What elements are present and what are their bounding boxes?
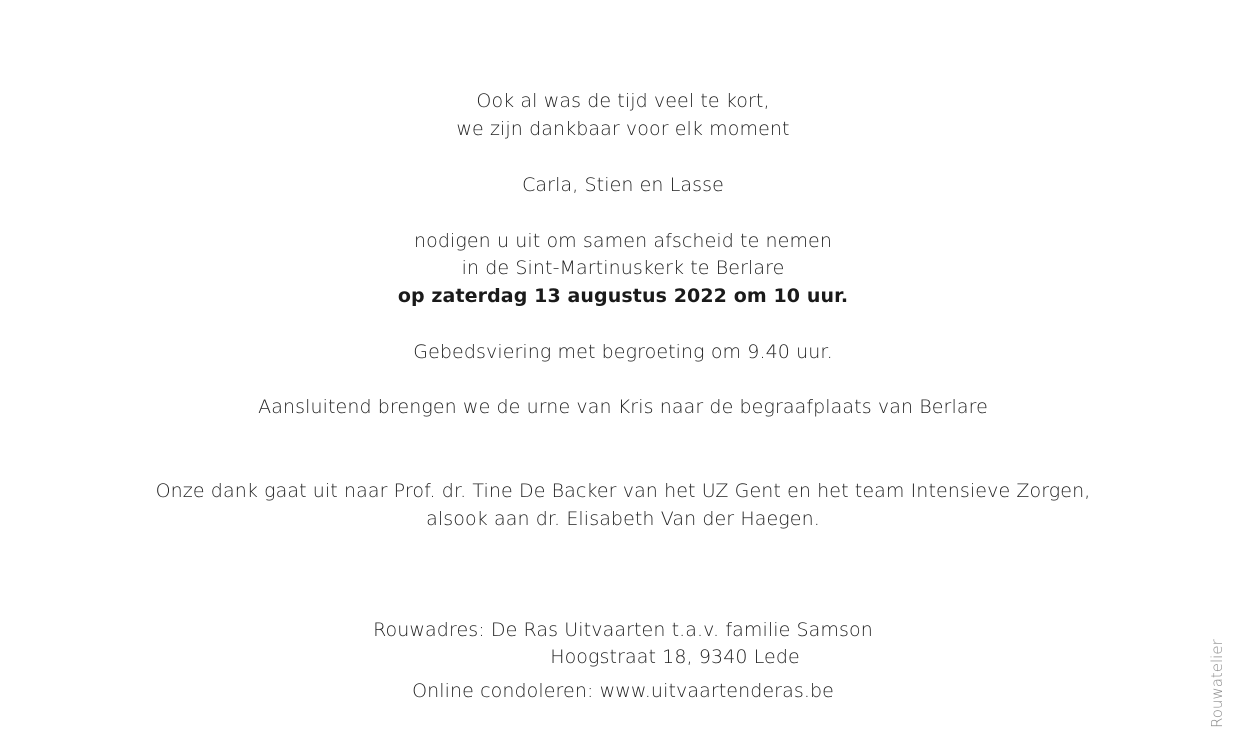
prayer-service: Gebedsviering met begroeting om 9.40 uur. — [413, 341, 833, 363]
invitation-line-1: nodigen u uit om samen afscheid te nemen — [413, 230, 832, 252]
burial-note: Aansluitend brengen we de urne van Kris naar de begraafplaats van Berlare — [258, 396, 988, 418]
online-condolences: Online condoleren: www.uitvaartenderas.be — [412, 680, 834, 702]
invitation-line-2: in de Sint-Martinuskerk te Berlare — [461, 257, 785, 279]
family-names: Carla, Stien en Lasse — [522, 174, 724, 196]
verse-line-1: Ook al was de tijd veel te kort, — [476, 90, 770, 112]
verse-line-2: we zijn dankbaar voor elk moment — [456, 118, 790, 140]
ceremony-date: op zaterdag 13 augustus 2022 om 10 uur. — [397, 285, 849, 307]
thanks-line-2: alsook aan dr. Elisabeth Van der Haegen. — [426, 508, 820, 530]
mourning-address-line-2: Hoogstraat 18, 9340 Lede — [550, 646, 800, 668]
brand-side-label: Rouwatelier — [1208, 639, 1226, 728]
mourning-address-line-1: Rouwadres: De Ras Uitvaarten t.a.v. familie Samson — [373, 619, 873, 641]
thanks-line-1: Onze dank gaat uit naar Prof. dr. Tine De Backer van het UZ Gent en het team Intensieve Zorgen, — [155, 480, 1091, 502]
